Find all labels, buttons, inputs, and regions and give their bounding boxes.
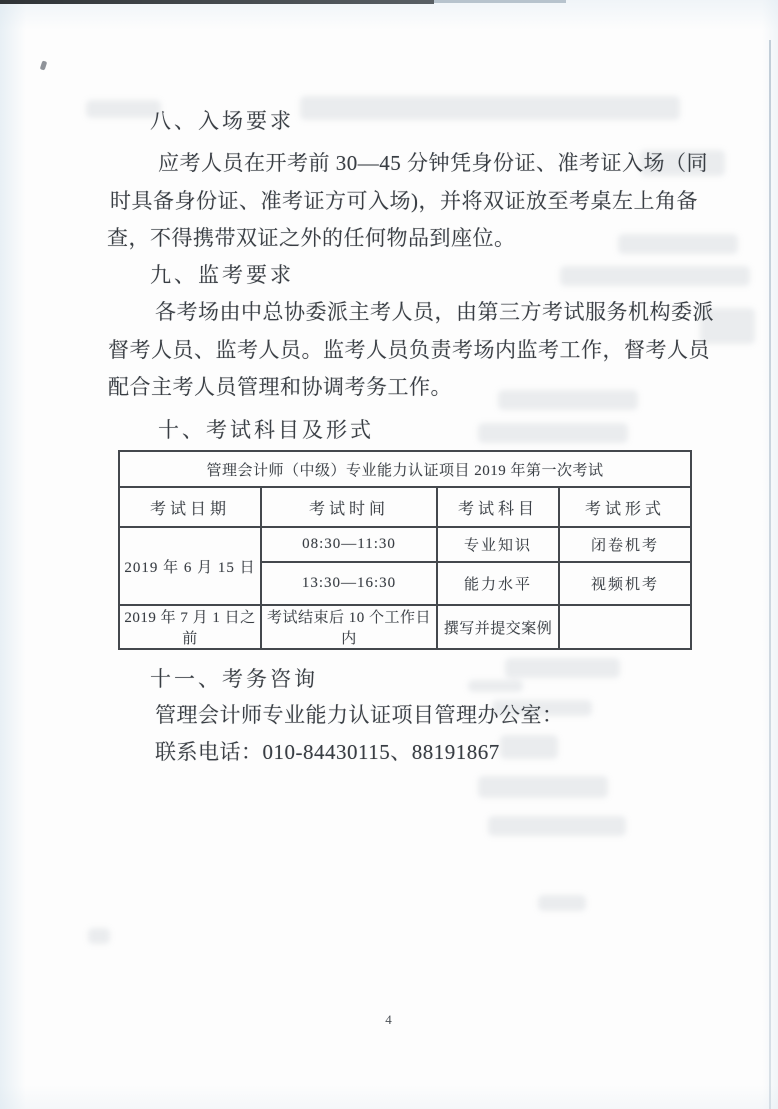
bleed-through-smudge [538,895,586,911]
cell-exam-subject: 撰写并提交案例 [437,605,559,649]
bleed-through-smudge [88,928,110,944]
bleed-through-smudge [500,735,558,759]
bleed-through-smudge [300,96,680,120]
section-heading-exam-consultation: 十一、考务咨询 [150,667,318,691]
bleed-through-smudge [488,816,626,836]
bleed-through-smudge [618,234,738,254]
scan-top-edge-line-light [434,0,566,3]
column-header-exam-time: 考试时间 [261,487,437,527]
cell-empty [559,605,691,649]
page-number: 4 [385,1012,393,1027]
paragraph-line: 配合主考人员管理和协调考务工作。 [108,375,452,399]
section-heading-entrance-requirements: 八、入场要求 [150,109,294,133]
cell-exam-time: 08:30—11:30 [261,527,437,562]
bleed-through-smudge [468,680,523,692]
office-line: 管理会计师专业能力认证项目管理办公室： [155,703,564,727]
table-title: 管理会计师（中级）专业能力认证项目 2019 年第一次考试 [119,451,691,487]
scan-page-edge-line [769,40,771,1109]
cell-exam-format: 视频机考 [559,562,691,605]
paragraph-line: 督考人员、监考人员。监考人员负责考场内监考工作，督考人员 [108,338,710,362]
bleed-through-smudge [478,776,608,798]
bleed-through-smudge [505,658,620,678]
cell-exam-subject: 专业知识 [437,527,559,562]
bleed-through-smudge [560,266,750,286]
cell-exam-date: 2019 年 7 月 1 日之前 [119,605,261,649]
column-header-exam-subject: 考试科目 [437,487,559,527]
paragraph-line: 应考人员在开考前 30—45 分钟凭身份证、准考证入场（同 [158,151,708,175]
cell-exam-time: 13:30—16:30 [261,562,437,605]
section-heading-invigilation-requirements: 九、监考要求 [150,263,294,287]
bleed-through-smudge [498,390,638,410]
bleed-through-smudge [478,423,628,443]
exam-schedule-table [118,450,692,650]
phone-line: 联系电话：010-84430115、88191867 [155,740,500,764]
paragraph-line: 各考场由中总协委派主考人员，由第三方考试服务机构委派 [155,300,714,324]
column-header-exam-format: 考试形式 [559,487,691,527]
paragraph-line: 查，不得携带双证之外的任何物品到座位。 [107,226,516,250]
column-header-exam-date: 考试日期 [119,487,261,527]
cell-exam-format: 闭卷机考 [559,527,691,562]
cell-exam-date: 2019 年 6 月 15 日 [119,527,261,605]
section-heading-exam-subjects-format: 十、考试科目及形式 [158,418,374,442]
paragraph-line: 时具备身份证、准考证方可入场)，并将双证放至考桌左上角备 [110,189,698,213]
cell-exam-time: 考试结束后 10 个工作日内 [261,605,437,649]
cell-exam-subject: 能力水平 [437,562,559,605]
scan-top-edge-line [0,0,434,4]
scan-speck [40,60,48,70]
